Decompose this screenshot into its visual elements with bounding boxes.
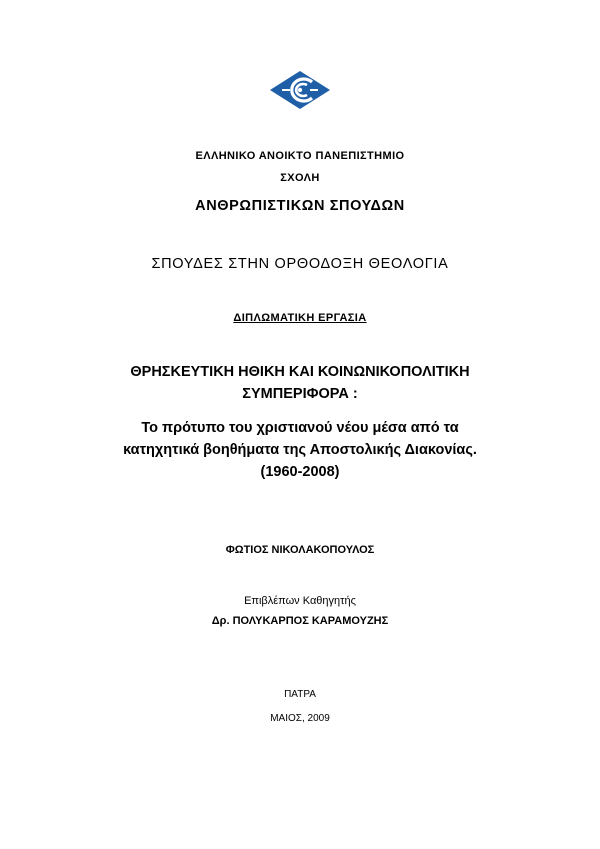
city: ΠΑΤΡΑ [284, 689, 316, 700]
thesis-title-line: ΘΡΗΣΚΕΥΤΙΚΗ ΗΘΙΚΗ ΚΑΙ ΚΟΙΝΩΝΙΚΟΠΟΛΙΤΙΚΗ [130, 364, 470, 380]
logo-graphic [268, 70, 332, 110]
university-logo-icon [268, 70, 332, 110]
supervisor-name: Δρ. ΠΟΛΥΚΑΡΠΟΣ ΚΑΡΑΜΟΥΖΗΣ [211, 615, 389, 627]
school-name: ΑΝΘΡΩΠΙΣΤΙΚΩΝ ΣΠΟΥΔΩΝ [195, 198, 405, 214]
thesis-subtitle-line: κατηχητικά βοηθήματα της Αποστολικής Διακονίας. [123, 442, 477, 458]
program-name: ΣΠΟΥΔΕΣ ΣΤΗΝ ΟΡΘΟΔΟΞΗ ΘΕΟΛΟΓΙΑ [151, 256, 449, 272]
author-name: ΦΩΤΙΟΣ ΝΙΚΟΛΑΚΟΠΟΥΛΟΣ [225, 544, 375, 556]
logo-center-dot [298, 88, 302, 92]
university-name: ΕΛΛΗΝΙΚΟ ΑΝΟΙΚΤΟ ΠΑΝΕΠΙΣΤΗΜΙΟ [195, 150, 405, 162]
thesis-type-label: ΔΙΠΛΩΜΑΤΙΚΗ ΕΡΓΑΣΙΑ [233, 312, 367, 324]
thesis-subtitle-line: Το πρότυπο του χριστιανού νέου μέσα από τα [141, 420, 459, 436]
thesis-title-line: ΣΥΜΠΕΡΙΦΟΡΑ : [242, 386, 358, 402]
date: ΜΑΙΟΣ, 2009 [270, 713, 330, 724]
supervisor-label: Επιβλέπων Καθηγητής [244, 595, 356, 607]
school-label: ΣΧΟΛΗ [280, 172, 320, 184]
thesis-subtitle-line: (1960-2008) [260, 464, 340, 480]
thesis-type [0, 312, 600, 324]
